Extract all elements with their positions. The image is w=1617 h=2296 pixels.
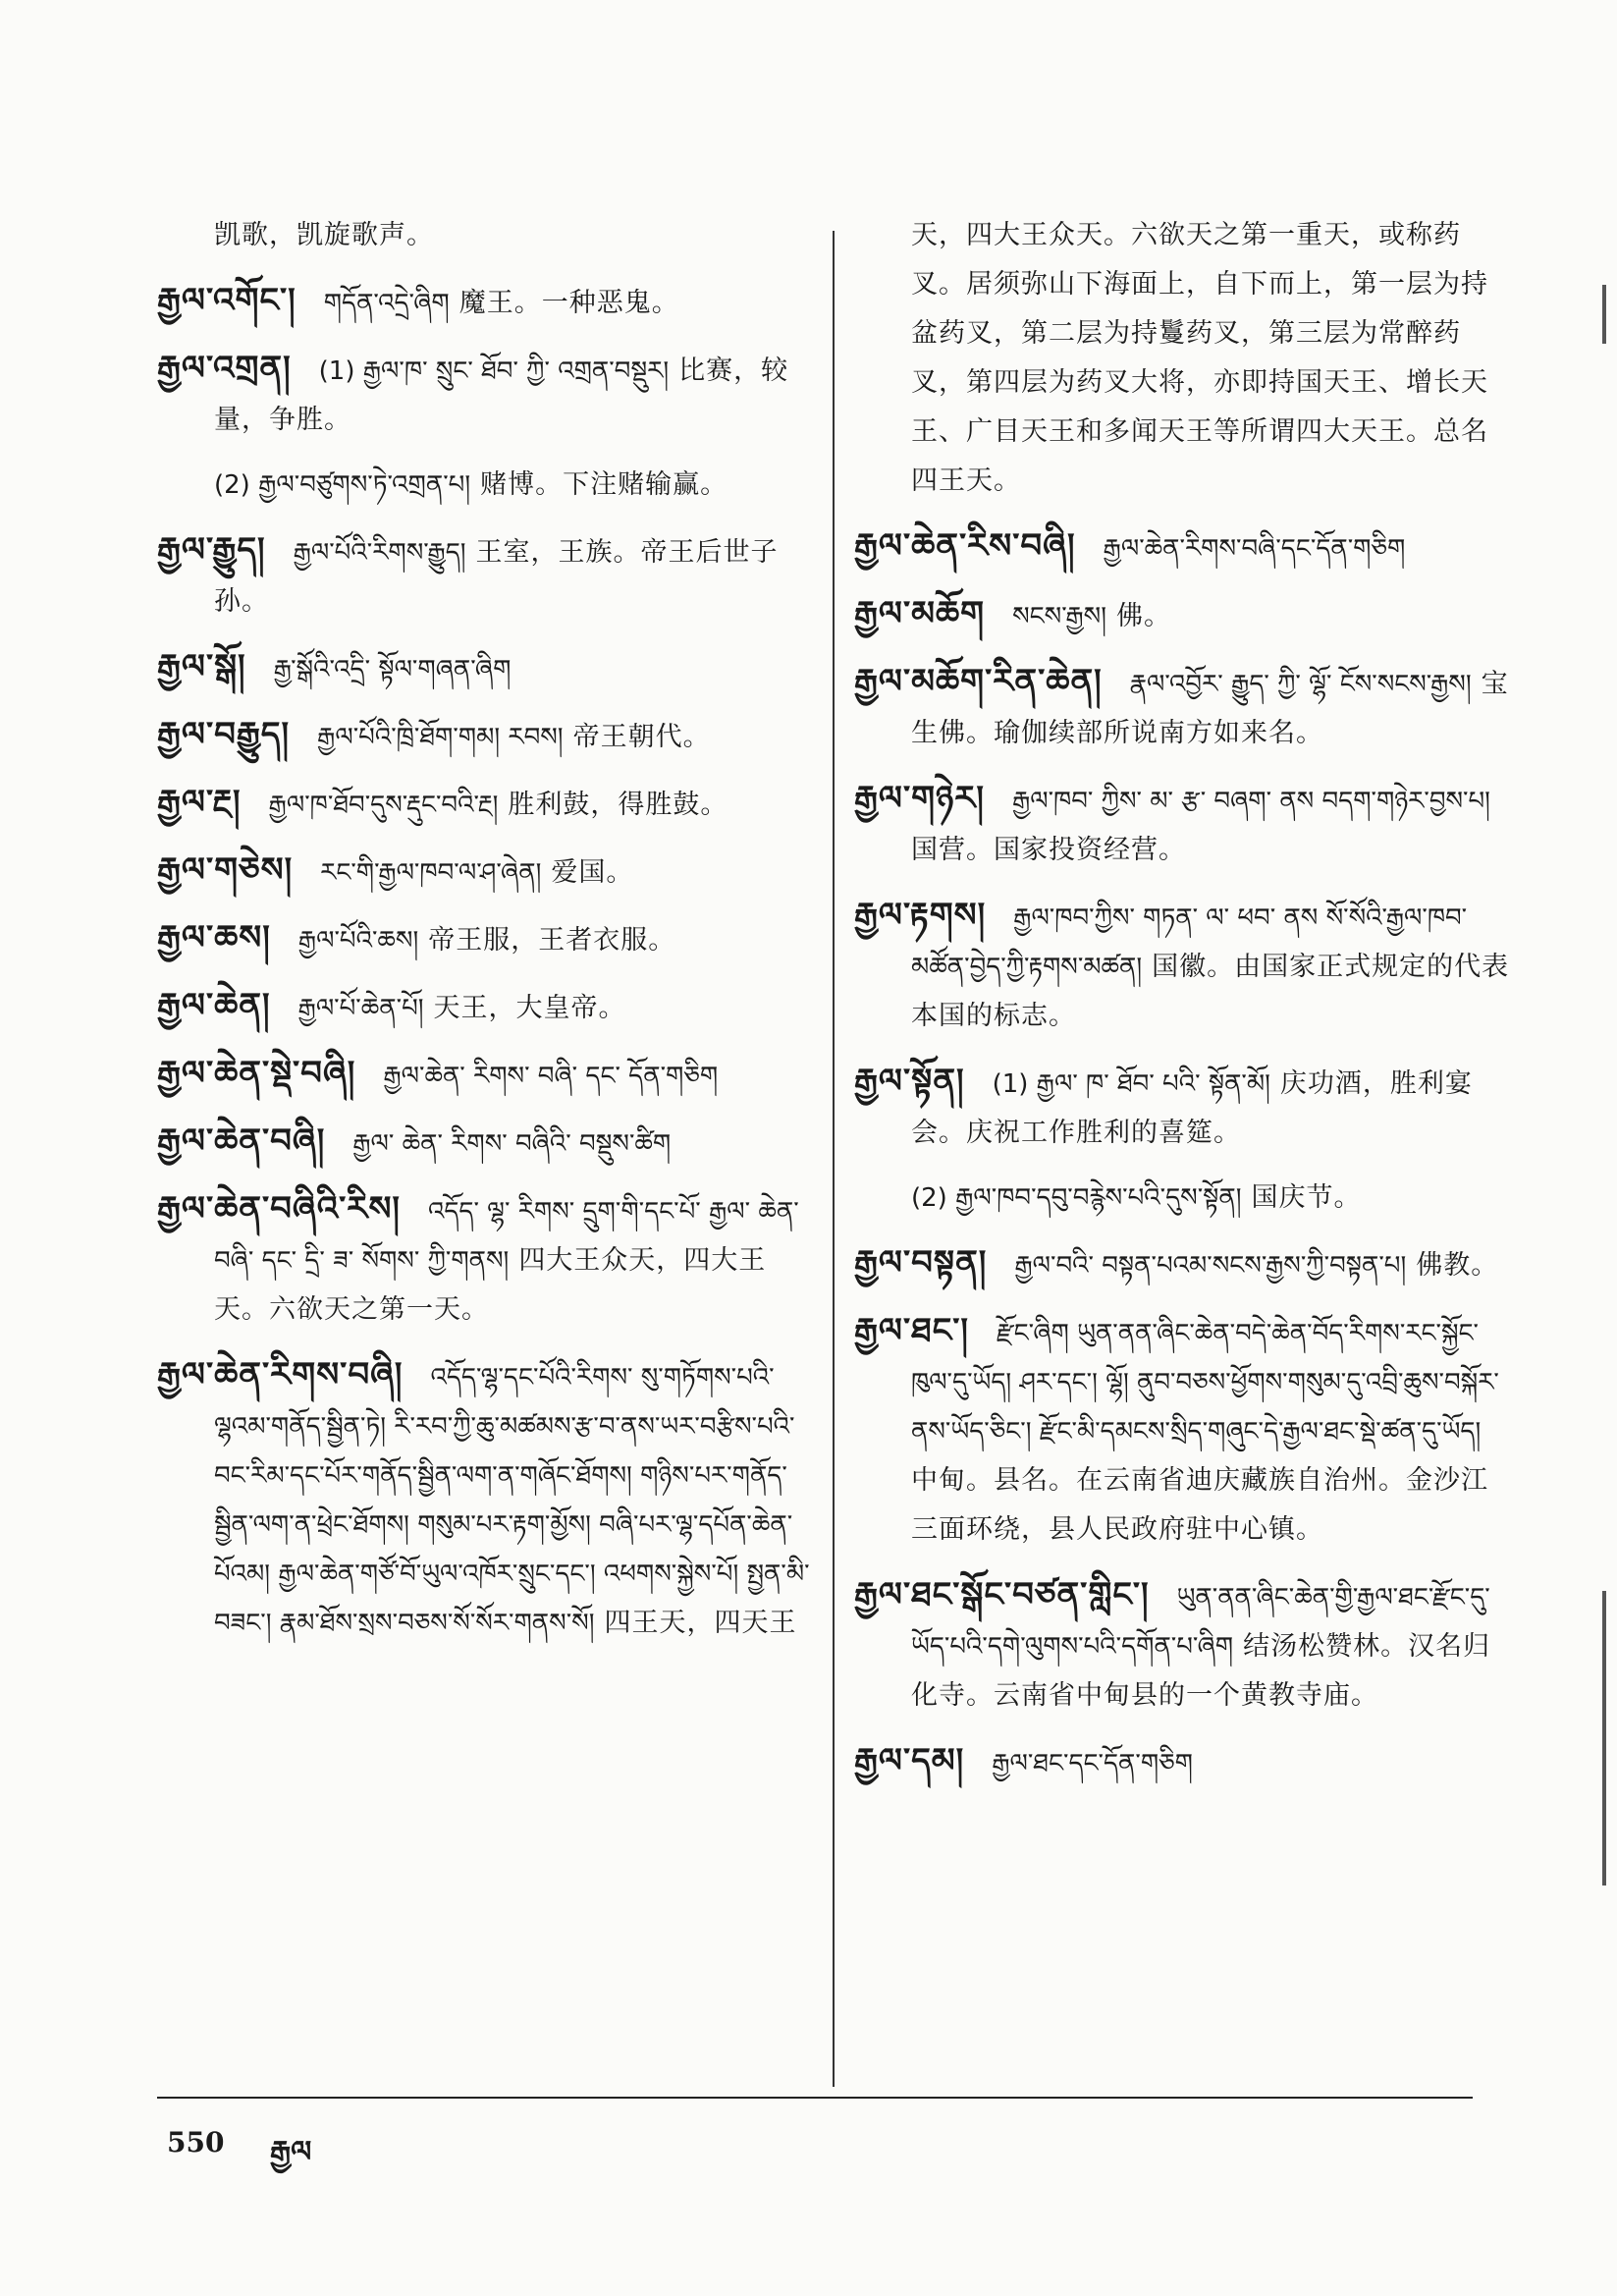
dictionary-entry	[157, 1184, 815, 1335]
guide-word: རྒྱལ	[270, 2135, 312, 2169]
entry-headword: རྒྱལ་ཆེན་རིས་བཞི།	[854, 526, 1076, 566]
entry-headword: རྒྱལ་མཆོག	[854, 594, 986, 633]
entry-tibetan-definition: (1) རྒྱལ་ཁ་ སྲུང་ ཐོབ་ ཀྱི་ འགྲན་བསྡུར།	[318, 356, 670, 386]
entry-tibetan-definition: རྒྱལ་པོ་ཆེན་པོ།	[297, 994, 424, 1023]
entry-chinese-definition: 比赛，较量，争胜。	[214, 355, 789, 435]
entry-tibetan-definition: རྒྱལ་ ཆེན་ རིགས་ བཞིའི་ བསྡུས་ཚིག	[352, 1129, 672, 1159]
dictionary-entry	[157, 981, 815, 1033]
dictionary-entry	[854, 211, 1512, 506]
entry-tibetan-definition: རྒྱ་སྒོའི་འདྲི་ སྟོལ་གཞན་ཞིག	[273, 655, 512, 684]
page-number: 550	[167, 2126, 225, 2159]
entry-tibetan-definition: གདོན་འདྲེ་ཞིག	[323, 289, 450, 318]
entry-chinese-definition: 四大王众天，四大王天。六欲天之第一天。	[214, 1245, 767, 1325]
dictionary-entry	[157, 525, 815, 627]
entry-tibetan-definition: རྒྱལ་ཁབ་ ཀྱིས་ མ་ རྩ་ བཞག་ ནས བདག་གཉེར་བྱས་པ།	[1011, 787, 1490, 816]
entry-tibetan-definition: རྒྱལ་པོའི་ཁྲི་ཐོག་གམ། རབས།	[317, 723, 564, 752]
entry-tibetan-definition: རྒྱལ་པོའི་རིགས་རྒྱུད།	[293, 538, 466, 568]
entry-chinese-definition: 天，四大王众天。六欲天之第一重天，或称药叉。居须弥山下海面上，自下而上，第一层为持盆药叉，第二层为持鬘药叉，第三层为常醉药叉，第四层为药叉大将，亦即持国天王、增长天王、广目天王和多闻天王等所谓四大天王。总名四王天。	[911, 220, 1488, 496]
edge-mark	[1602, 285, 1606, 344]
entry-chinese-definition: 国庆节。	[1251, 1182, 1362, 1213]
footer-rule	[157, 2097, 1473, 2099]
dictionary-entry	[157, 1117, 815, 1169]
dictionary-entry	[157, 461, 815, 510]
dictionary-entry	[157, 642, 815, 694]
dictionary-entry	[854, 1306, 1512, 1555]
entry-chinese-definition: 凯歌，凯旋歌声。	[214, 220, 434, 250]
entry-chinese-definition: 结汤松赞林。汉名归化寺。云南省中甸县的一个黄教寺庙。	[911, 1631, 1491, 1711]
entry-tibetan-definition: རྒྱལ་ཁབ་ཀྱིས་ གཏན་ ལ་ ཕབ་ ནས སོ་སོའི་རྒྱལ་ཁབ་མཚོན་བྱེད་ཀྱི་རྟགས་མཚན།	[911, 903, 1468, 982]
dictionary-entry	[157, 913, 815, 965]
dictionary-entry	[854, 1057, 1512, 1158]
entry-chinese-definition: 魔王。一种恶鬼。	[458, 288, 679, 318]
dictionary-entry	[157, 846, 815, 898]
entry-headword: རྒྱལ་དམ།	[854, 1741, 965, 1780]
entry-headword: རྒྱལ་འགོང་།	[157, 281, 296, 320]
entry-headword: རྒྱལ་མཆོག་རིན་ཆེན།	[854, 662, 1103, 701]
dictionary-entry	[854, 589, 1512, 641]
dictionary-entry	[854, 1174, 1512, 1223]
entry-headword: རྒྱལ་ཆེན་རིགས་བཞི།	[157, 1355, 404, 1394]
entry-headword: རྒྱལ་བརྒྱུད།	[157, 715, 291, 754]
entry-headword: རྒྱལ་གཅེས།	[157, 850, 294, 890]
entry-headword: རྒྱལ་ཐང་སྒོང་བཙན་གླིང་།	[854, 1575, 1150, 1614]
entry-chinese-definition: 中甸。县名。在云南省迪庆藏族自治州。金沙江三面环绕，县人民政府驻中心镇。	[911, 1465, 1488, 1545]
entry-chinese-definition: 宝生佛。瑜伽续部所说南方如来名。	[911, 669, 1509, 748]
dictionary-entry	[854, 1570, 1512, 1721]
entry-chinese-definition: 天王，大皇帝。	[433, 993, 626, 1023]
entry-tibetan-definition: རྫོང་ཞིག ཡུན་ནན་ཞིང་ཆེན་བདེ་ཆེན་བོད་རིགས་རང་སྐྱོང་ཁུལ་དུ་ཡོད། ཤར་དང་། ལྷོ། ནུབ་བཅས་ཕྱོགས་གསུམ་དུ་འབྲི་ཆུས་བསྐོར་ནས་ཡོད་ཅིང་། རྫོང་མི་དམངས་སྲིད་གཞུང་དེ་རྒྱལ་ཐང་སྡེ་ཚན་དུ་ཡོད།	[911, 1319, 1499, 1447]
entry-tibetan-definition: རྒྱལ་པོའི་ཆས།	[297, 926, 419, 956]
entry-tibetan-definition: རྒྱལ་ཆེན་ རིགས་ བཞི་ དང་ དོན་གཅིག	[383, 1062, 719, 1091]
entry-headword: རྒྱལ་ཆེན་བཞིའི་རིས།	[157, 1189, 401, 1229]
entry-chinese-definition: 爱国。	[551, 857, 634, 888]
dictionary-entry	[854, 1238, 1512, 1290]
entry-chinese-definition: 庆功酒，胜利宴会。庆祝工作胜利的喜筵。	[911, 1068, 1473, 1148]
dictionary-entry	[854, 891, 1512, 1041]
entry-headword: རྒྱལ་ཐང་།	[854, 1311, 969, 1350]
dictionary-entry	[157, 344, 815, 445]
entry-headword: རྒྱལ་གཉེར།	[854, 779, 985, 818]
dictionary-entry	[157, 710, 815, 762]
entry-chinese-definition: 佛。	[1115, 601, 1171, 631]
entry-tibetan-definition: འདོད་ལྷ་དང་པོའི་རིགས་ སུ་གཏོགས་པའི་ལྷའམ་གནོད་སྦྱིན་ཏེ། རི་རབ་ཀྱི་ཆུ་མཚམས་རྩ་བ་ནས་ཡར་བརྩིས་པའི་བང་རིམ་དང་པོར་གནོད་སྦྱིན་ལག་ན་གཞོང་ཐོགས། གཉིས་པར་གནོད་སྦྱིན་ལག་ན་ཕྲེང་ཐོགས། གསུམ་པར་རྟག་མྱོས། བཞི་པར་ལྷ་དཔོན་ཆེན་པོའམ། རྒྱལ་ཆེན་གཙོ་བོ་ཡུལ་འཁོར་སྲུང་དང་། འཕགས་སྐྱེས་པོ། སྤྱན་མི་བཟང་། རྣམ་ཐོས་སྲས་བཅས་སོ་སོར་གནས་སོ།	[214, 1363, 810, 1638]
entry-tibetan-definition: (1) རྒྱལ་ ཁ་ ཐོབ་ པའི་ སྟོན་མོ།	[992, 1069, 1270, 1099]
entry-headword: རྒྱལ་ཆེན་བཞི།	[157, 1121, 326, 1161]
dictionary-entry	[157, 778, 815, 830]
entry-headword: རྒྱལ་ཆེན་སྡེ་བཞི།	[157, 1054, 356, 1093]
entry-tibetan-definition: རྣལ་འབྱོར་ རྒྱུད་ ཀྱི་ ལྷོ་ ངོས་སངས་རྒྱས།	[1129, 670, 1472, 699]
entry-headword: རྒྱལ་རྒྱུད།	[157, 530, 266, 570]
entry-chinese-definition: 王室，王族。帝王后世子孙。	[214, 537, 779, 617]
dictionary-entry	[854, 774, 1512, 875]
entry-tibetan-definition: (2) རྒྱལ་བཙུགས་ཏེ་འགྲན་པ།	[214, 470, 471, 500]
entry-tibetan-definition: ཡུན་ནན་ཞིང་ཆེན་གྱི་རྒྱལ་ཐང་རྫོང་དུ་ཡོད་པའི་དགེ་ལུགས་པའི་དགོན་པ་ཞིག	[911, 1583, 1490, 1662]
dictionary-entry	[854, 521, 1512, 574]
entry-tibetan-definition: རྒྱལ་ཐང་དང་དོན་གཅིག	[992, 1749, 1193, 1778]
entry-chinese-definition: 帝王服，王者衣服。	[428, 925, 676, 956]
entry-headword: རྒྱལ་འགྲན།	[157, 349, 292, 388]
entry-tibetan-definition: རྒྱལ་ཆེན་རིགས་བཞི་དང་དོན་གཅིག	[1103, 534, 1406, 564]
left-column	[157, 211, 815, 1664]
entry-headword: རྒྱལ་བསྟན།	[854, 1243, 988, 1283]
entry-chinese-definition: 国徽。由国家正式规定的代表本国的标志。	[911, 952, 1510, 1031]
entry-headword: རྒྱལ་སྒོ།	[157, 647, 246, 686]
column-divider	[833, 231, 835, 2087]
dictionary-entry	[157, 211, 815, 260]
entry-headword: རྒྱལ་རྔ།	[157, 783, 242, 822]
dictionary-entry	[854, 1736, 1512, 1788]
entry-tibetan-definition: འདོད་ ལྷ་ རིགས་ དྲུག་གི་དང་པོ་ རྒྱལ་ ཆེན་ བཞི་ དང་ དྲི་ ཟ་ སོགས་ ཀྱི་གནས།	[214, 1197, 799, 1276]
entry-chinese-definition: 胜利鼓，得胜鼓。	[508, 790, 728, 820]
entry-tibetan-definition: སངས་རྒྱས།	[1012, 602, 1106, 631]
dictionary-entry	[157, 1350, 815, 1648]
entry-tibetan-definition: རྒྱལ་བའི་ བསྟན་པའམ་སངས་རྒྱས་ཀྱི་བསྟན་པ།	[1014, 1251, 1407, 1281]
entry-chinese-definition: 四王天，四天王	[604, 1608, 797, 1638]
entry-headword: རྒྱལ་ཆེན།	[157, 986, 271, 1025]
entry-tibetan-definition: རྒྱལ་ཁ་ཐོབ་དུས་རྡུང་བའི་རྔ།	[268, 791, 499, 820]
dictionary-entry	[157, 276, 815, 328]
entry-chinese-definition: 赌博。下注赌输赢。	[480, 469, 728, 500]
entry-tibetan-definition: (2) རྒྱལ་ཁབ་དབུ་བརྙེས་པའི་དུས་སྟོན།	[911, 1183, 1242, 1213]
entry-chinese-definition: 帝王朝代。	[572, 722, 711, 752]
right-column	[854, 211, 1512, 1804]
entry-headword: རྒྱལ་རྟགས།	[854, 896, 987, 935]
entry-chinese-definition: 国营。国家投资经营。	[911, 835, 1186, 865]
edge-mark	[1602, 1591, 1606, 1886]
entry-headword: རྒྱལ་ཆས།	[157, 918, 271, 957]
entry-headword: རྒྱལ་སྟོན།	[854, 1062, 965, 1101]
entry-tibetan-definition: རང་གི་རྒྱལ་ཁབ་ལ་ཤ་ཞེན།	[320, 858, 542, 888]
dictionary-entry	[157, 1049, 815, 1101]
dictionary-entry	[854, 657, 1512, 758]
entry-chinese-definition: 佛教。	[1416, 1250, 1499, 1281]
